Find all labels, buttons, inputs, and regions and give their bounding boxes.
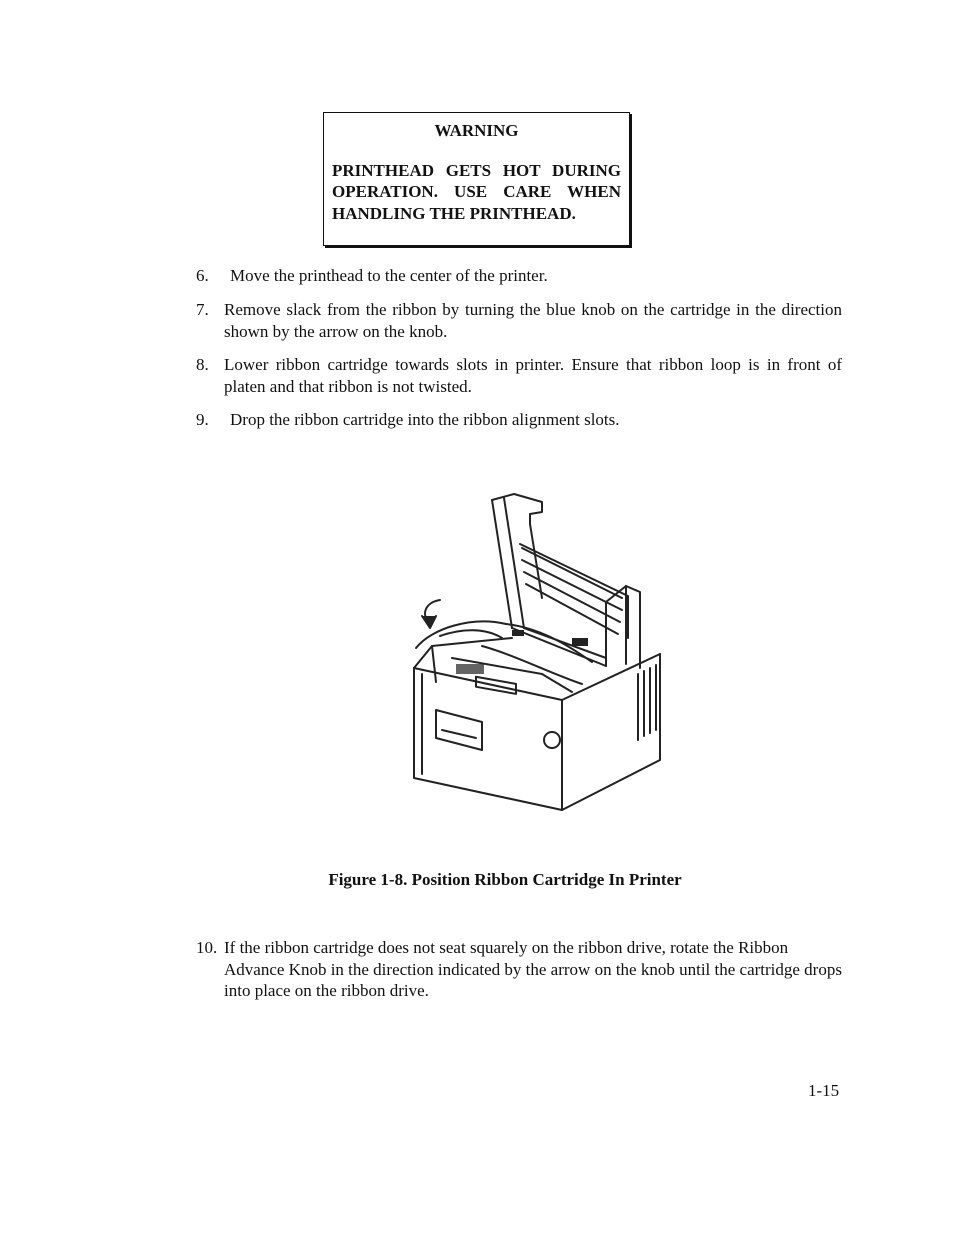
step-6: [196, 265, 842, 287]
step-text: Lower ribbon cartridge towards slots in printer. Ensure that ribbon loop is in front of platen and that ribbon is not twisted.: [224, 355, 842, 396]
step-text: Move the printhead to the center of the printer.: [230, 266, 548, 285]
step-number: 8.: [196, 355, 209, 374]
step-number: 6.: [196, 266, 209, 285]
step-text: If the ribbon cartridge does not seat squarely on the ribbon drive, rotate the Ribbon Advance Knob in the direction indicated by the arrow on the knob until the cartridge drops into place on the ribbon drive.: [224, 938, 842, 1000]
step-number: 7.: [196, 300, 209, 319]
step-8: [196, 354, 842, 397]
warning-body: PRINTHEAD GETS HOT DURING OPERATION. USE CARE WHEN HANDLING THE PRINTHEAD.: [332, 160, 621, 223]
warning-box: [323, 112, 630, 246]
step-text: Remove slack from the ribbon by turning the blue knob on the cartridge in the direction shown by the arrow on the knob.: [224, 300, 842, 341]
warning-title: WARNING: [434, 121, 519, 140]
printer-illustration: [392, 478, 678, 818]
step-9: [196, 409, 842, 431]
step-number: 9.: [196, 410, 209, 429]
step-7: [196, 299, 842, 342]
step-number: 10.: [196, 938, 218, 957]
step-text: Drop the ribbon cartridge into the ribbon alignment slots.: [230, 410, 620, 429]
page-number: 1-15: [808, 1081, 840, 1100]
figure-caption: Figure 1-8. Position Ribbon Cartridge In Printer: [328, 870, 682, 889]
step-10: [196, 937, 842, 1002]
